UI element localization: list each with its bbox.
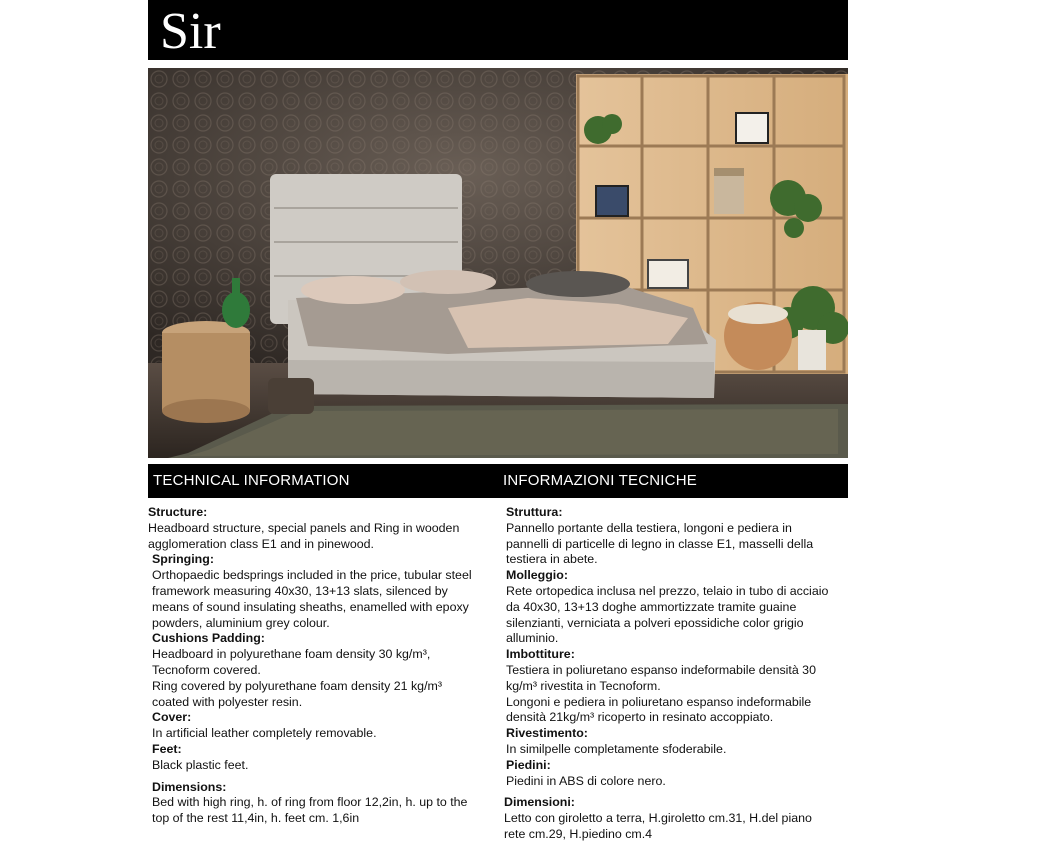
molleggio-line: Rete ortopedica inclusa nel prezzo, telaio in tubo di acciaio — [506, 583, 829, 598]
springing-line: framework measuring 40x30, 13+13 slats, silenced by — [152, 583, 448, 598]
informazioni-tecniche-title: INFORMAZIONI TECNICHE — [503, 472, 697, 489]
struttura-heading: Struttura: — [506, 505, 563, 519]
imbottiture-line: densità 21kg/m³ ricoperto in resinato accoppiato. — [506, 710, 774, 725]
cover-heading: Cover: — [152, 710, 192, 725]
rivestimento-line: In similpelle completamente sfoderabile. — [506, 741, 727, 756]
dimensions-line: Bed with high ring, h. of ring from floor 12,2in, h. up to the — [152, 795, 468, 810]
product-title: Sir — [160, 3, 221, 60]
cushions-padding-line: Ring covered by polyurethane foam density 21 kg/m³ — [152, 678, 442, 693]
struttura-line: Pannello portante della testiera, longoni e pediera in — [506, 520, 792, 535]
structure-heading: Structure: — [148, 505, 208, 519]
cushions-padding-heading: Cushions Padding: — [152, 631, 265, 646]
imbottiture-heading: Imbottiture: — [506, 647, 575, 662]
technical-information-title: TECHNICAL INFORMATION — [153, 472, 350, 489]
springing-heading: Springing: — [152, 552, 214, 567]
imbottiture-line: Longoni e pediera in poliuretano espanso indeformabile — [506, 694, 812, 709]
molleggio-line: silenzianti, verniciata a polveri epossidiche color grigio — [506, 615, 804, 630]
molleggio-line: alluminio. — [506, 631, 559, 646]
informazioni-tecniche-header — [498, 464, 848, 498]
springing-line: powders, aluminium grey colour. — [152, 615, 330, 630]
dimensioni-line: rete cm.29, H.piedino cm.4 — [504, 826, 653, 841]
cushions-padding-line: Headboard in polyurethane foam density 30 kg/m³, — [152, 647, 431, 662]
structure-line: Headboard structure, special panels and Ring in wooden — [148, 520, 460, 535]
imbottiture-line: Testiera in poliuretano espanso indeformabile densità 30 — [506, 662, 816, 677]
informazioni-tecniche-column — [506, 505, 848, 843]
struttura-line: testiera in abete. — [506, 552, 598, 567]
springing-line: means of sound insulating sheaths, enamelled with epoxy — [152, 599, 469, 614]
product-photo — [148, 68, 848, 458]
springing-line: Orthopaedic bedsprings included in the price, tubular steel — [152, 568, 472, 583]
cushions-padding-line: coated with polyester resin. — [152, 694, 303, 709]
technical-information-header — [148, 464, 498, 498]
cover-line: In artificial leather completely removable. — [152, 726, 377, 741]
piedini-heading: Piedini: — [506, 757, 551, 772]
feet-heading: Feet: — [152, 741, 182, 756]
molleggio-heading: Molleggio: — [506, 568, 568, 583]
dimensions-heading: Dimensions: — [152, 779, 227, 794]
title-bar — [148, 0, 848, 60]
dimensions-line: top of the rest 11,4in, h. feet cm. 1,6in — [152, 811, 360, 826]
piedini-line: Piedini in ABS di colore nero. — [506, 773, 666, 788]
dimensioni-heading: Dimensioni: — [504, 795, 575, 810]
technical-information-column — [148, 505, 498, 827]
cushions-padding-line: Tecnoform covered. — [152, 662, 261, 677]
imbottiture-line: kg/m³ rivestita in Tecnoform. — [506, 678, 661, 693]
structure-line: agglomeration class E1 and in pinewood. — [148, 536, 374, 551]
dimensioni-line: Letto con giroletto a terra, H.giroletto cm.31, H.del piano — [504, 811, 812, 826]
molleggio-line: da 40x30, 13+13 doghe ammortizzate tramite guaine — [506, 599, 797, 614]
struttura-line: pannelli di particelle di legno in classe E1, masselli della — [506, 536, 814, 551]
rivestimento-heading: Rivestimento: — [506, 726, 588, 741]
feet-line: Black plastic feet. — [152, 757, 249, 772]
